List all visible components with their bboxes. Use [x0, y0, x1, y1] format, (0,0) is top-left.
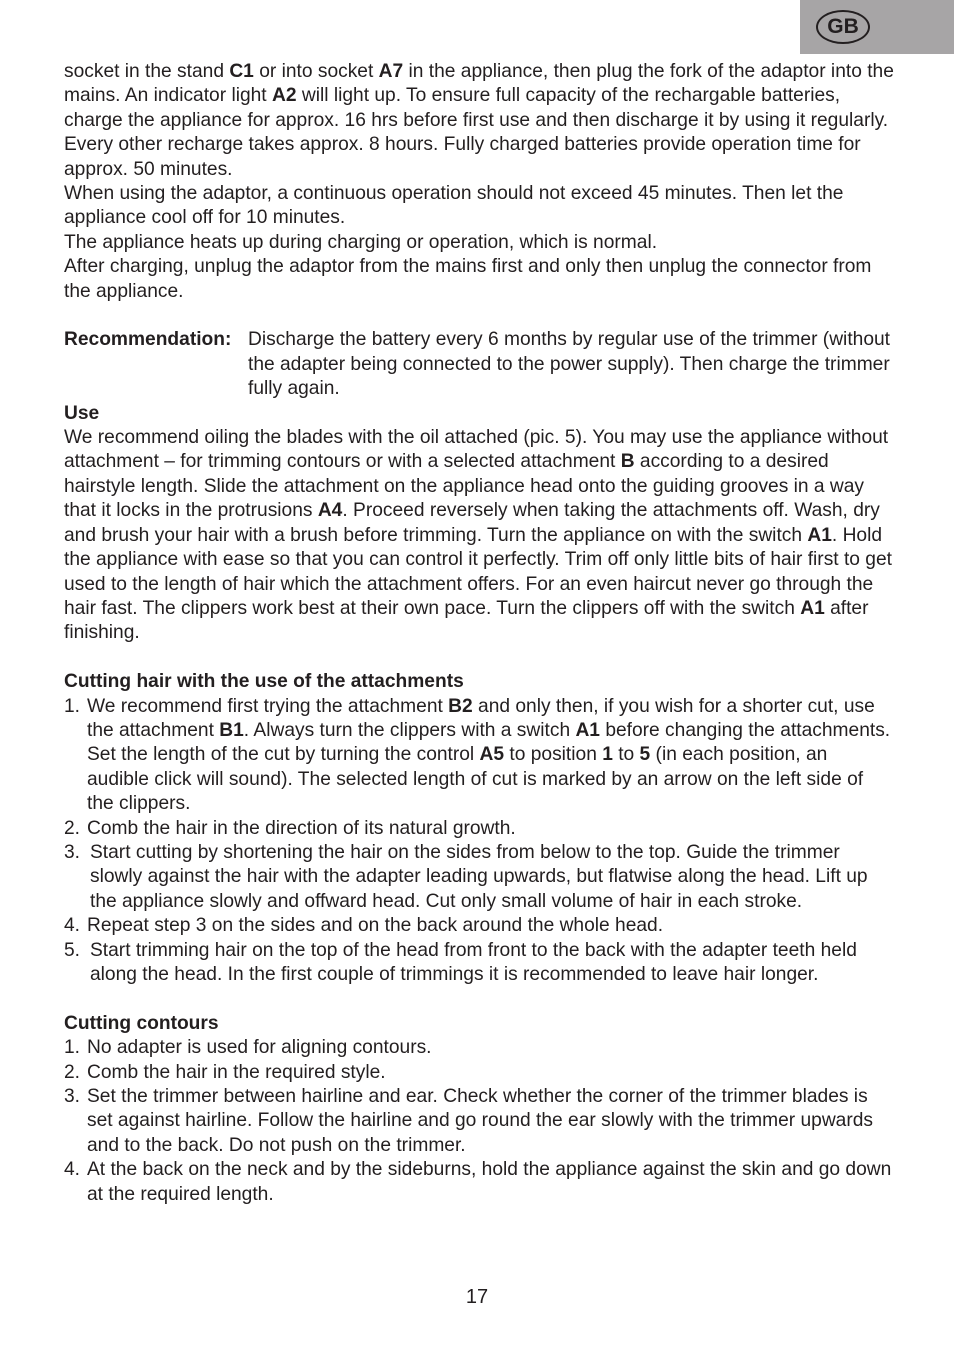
unplug-paragraph: After charging, unplug the adaptor from the mains first and only then unplug the connector from the appliance.	[64, 256, 872, 302]
list-item: 4. Repeat step 3 on the sides and on the back around the whole head.	[64, 915, 664, 937]
use-heading: Use	[64, 402, 100, 424]
list-item: 1. We recommend first trying the attachment B2 and only then, if you wish for a shorter cut, use the attachment B1. Always turn the clippers with a switch A1 before changing the attachments. Set the length of the cut by turning the control A5 to position 1 to 5 (in each position, an audible click will sound). The selected length of cut is marked by an arrow on the left side of the clippers.	[64, 695, 891, 815]
language-badge: GB	[816, 10, 870, 44]
contours-heading: Cutting contours	[64, 1012, 219, 1034]
list-item: 3. Start cutting by shortening the hair on the sides from below to the top. Guide the trimmer slowly against the hair with the adapter leading upwards, but flatwise along the head. Lift up the appliance slowly and offward head. Cut only small volume of hair in each stroke.	[64, 841, 868, 912]
recommendation-label: Recommendation:	[64, 329, 232, 351]
recommendation-block	[64, 328, 894, 401]
manual-content	[64, 60, 894, 1207]
list-item: 5. Start trimming hair on the top of the head from front to the back with the adapter teeth held along the head. In the first couple of trimmings it is recommended to leave hair longer.	[64, 939, 857, 985]
recommendation-text: Discharge the battery every 6 months by regular use of the trimmer (without the adapter being connected to the power supply). Then charge the trimmer fully again.	[248, 329, 890, 400]
list-item: 3. Set the trimmer between hairline and ear. Check whether the corner of the trimmer blades is set against hairline. Follow the hairline and go round the ear slowly with the trimmer upwards and to the back. Do not push on the trimmer.	[64, 1086, 874, 1156]
list-item: 2. Comb the hair in the required style.	[64, 1061, 386, 1083]
list-item: 2. Comb the hair in the direction of its natural growth.	[64, 817, 516, 839]
list-item: 1. No adapter is used for aligning contours.	[64, 1037, 432, 1059]
attachments-heading: Cutting hair with the use of the attachments	[64, 671, 464, 693]
charging-paragraph: socket in the stand C1 or into socket A7 in the appliance, then plug the fork of the adaptor into the mains. An indicator light A2 will light up. To ensure full capacity of the rechargable batteries, charge the appliance for approx. 16 hrs before first use and then discharge it by using it regularly. Every other recharge takes approx. 8 hours. Fully charged batteries provide operation time for approx. 50 minutes.	[64, 61, 894, 180]
use-paragraph: We recommend oiling the blades with the oil attached (pic. 5). You may use the appliance without attachment – for trimming contours or with a selected attachment B according to a desired hairstyle length. Slide the attachment on the appliance head onto the guiding grooves in a way that it locks in the protrusions A4. Proceed reversely when taking the attachments off. Wash, dry and brush your hair with a brush before trimming. Turn the appliance on with the switch A1. Hold the appliance with ease so that you can control it perfectly. Trim off only little bits of hair first to get used to the length of hair which the attachment offers. For an even haircut never go through the hair fast. The clippers work best at their own pace. Turn the clippers off with the switch A1 after finishing.	[64, 427, 892, 644]
list-item: 4. At the back on the neck and by the sideburns, hold the appliance against the skin and go down at the required length.	[64, 1159, 892, 1205]
page-number: 17	[465, 1286, 489, 1308]
adaptor-use-paragraph: When using the adaptor, a continuous operation should not exceed 45 minutes. Then let the appliance cool off for 10 minutes.	[64, 183, 844, 229]
heating-paragraph: The appliance heats up during charging or operation, which is normal.	[64, 231, 658, 253]
